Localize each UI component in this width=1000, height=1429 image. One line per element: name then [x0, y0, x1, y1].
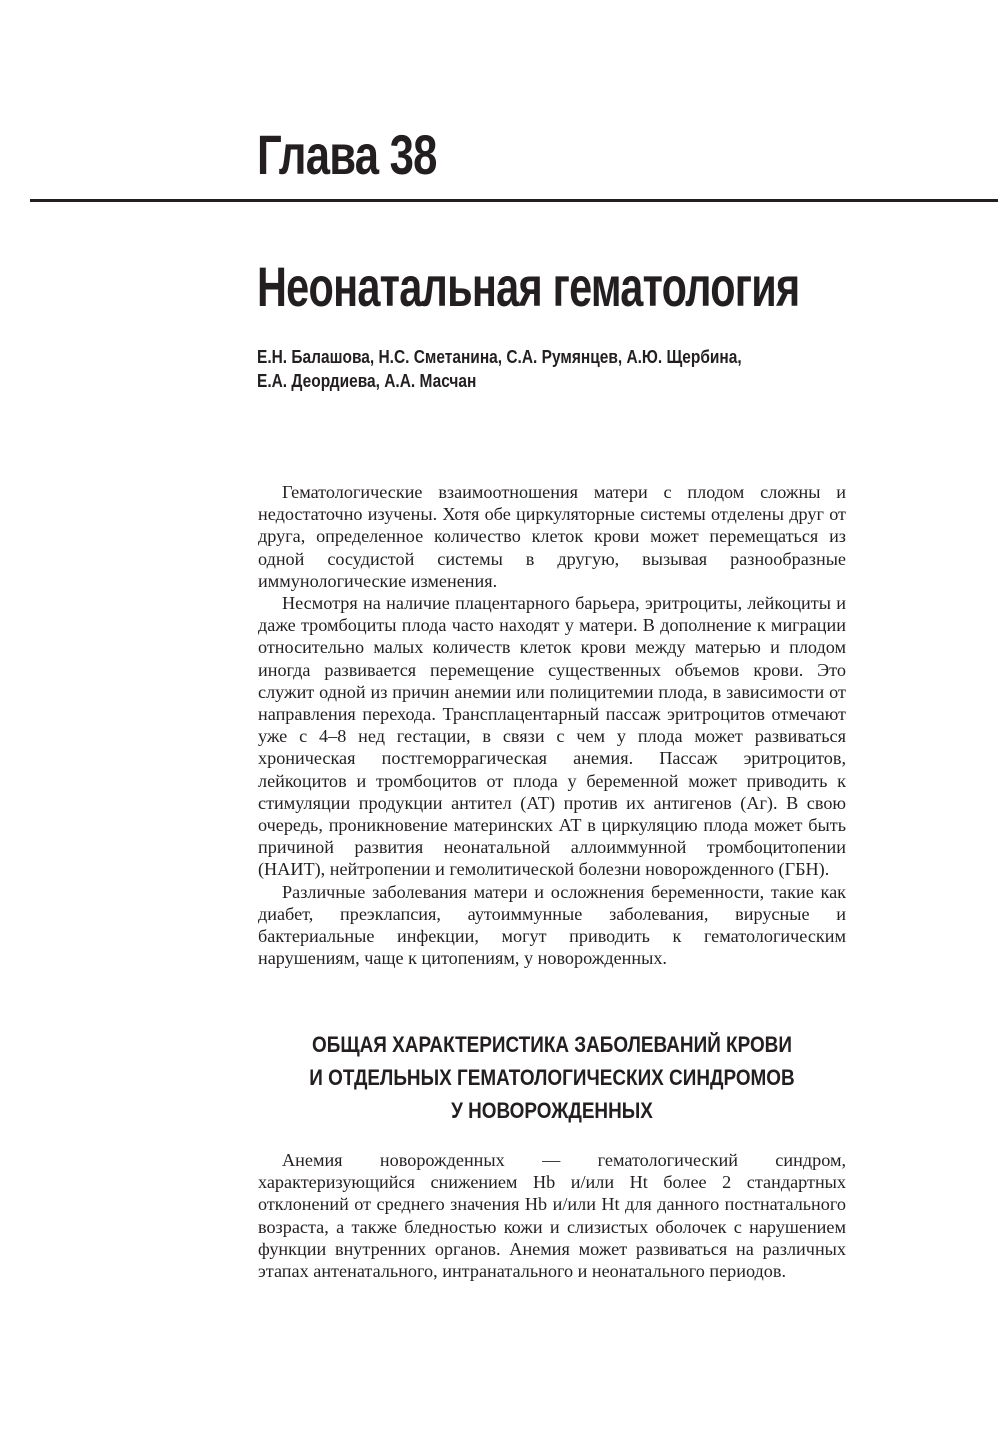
author-list [257, 345, 742, 393]
intro-text [258, 481, 846, 969]
section-heading-line: И ОТДЕЛЬНЫХ ГЕМАТОЛОГИЧЕСКИХ СИНДРОМОВ [309, 1065, 795, 1090]
section-heading [258, 1028, 846, 1127]
section-paragraph: Анемия новорожденных — гематологический синдром, характеризующийся снижением Hb и/или Ht более 2 стандартных отклонений от среднего значения Hb и/или Ht для данного постнатального возраста, а также бледностью кожи и слизистых оболочек с нарушением функции внутренних органов. Анемия может развиваться на различных этапах антенатального, интранатального и неонатального периодов. [258, 1150, 846, 1282]
chapter-label: Глава 38 [257, 123, 437, 186]
section-heading-line: У НОВОРОЖДЕННЫХ [451, 1098, 653, 1123]
intro-paragraph: Несмотря на наличие плацентарного барьера, эритроциты, лейкоциты и даже тромбоциты плода часто находят у матери. В дополнение к миграции относительно малых количеств клеток крови между матерью и плодом иногда развивается перемещение существенных объемов крови. Это служит одной из причин анемии или полицитемии плода, в зависимости от направления перехода. Трансплацентарный пассаж эритроцитов отмечают уже с 4–8 нед гестации, в связи с чем у плода может развиваться хроническая постгеморрагическая анемия. Пассаж эритроцитов, лейкоцитов и тромбоцитов от плода у беременной может приводить к стимуляции продукции антител (АТ) против их антигенов (Аг). В свою очередь, проникновение материнских АТ в циркуляцию плода может быть причиной развития неонатальной аллоиммунной тромбоцитопении (НАИТ), нейтропении и гемолитической болезни новорожденного (ГБН). [258, 593, 846, 880]
author-line: Е.Н. Балашова, Н.С. Сметанина, С.А. Румянцев, А.Ю. Щербина, [257, 347, 742, 367]
intro-paragraph: Различные заболевания матери и осложнения беременности, такие как диабет, преэклапсия, аутоиммунные заболевания, вирусные и бактериальные инфекции, могут приводить к гематологическим нарушениям, чаще к цитопениям, у новорожденных. [258, 881, 846, 969]
chapter-title: Неонатальная гематология [257, 255, 800, 318]
chapter-divider [30, 199, 998, 202]
intro-paragraph: Гематологические взаимоотношения матери с плодом сложны и недостаточно изучены. Хотя обе циркуляторные системы отделены друг от друга, определенное количество клеток крови может перемещаться из одной сосудистой системы в другую, вызывая разнообразные иммунологические изменения. [258, 482, 846, 591]
author-line: Е.А. Деордиева, А.А. Масчан [257, 371, 477, 391]
section-heading-line: ОБЩАЯ ХАРАКТЕРИСТИКА ЗАБОЛЕВАНИЙ КРОВИ [312, 1032, 792, 1057]
section-text [258, 1149, 846, 1282]
